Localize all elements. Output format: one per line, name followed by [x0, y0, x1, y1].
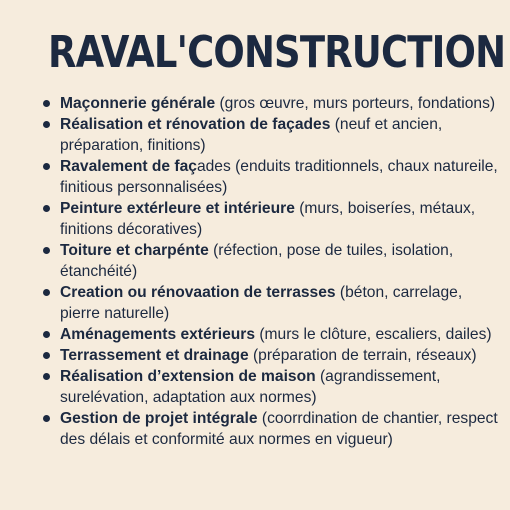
- list-item: [42, 366, 502, 408]
- service-name: Réalisation d’extension de maison: [60, 368, 316, 385]
- service-detail: (murs, boiseríes, métaux, finitions décoratives): [60, 200, 476, 238]
- service-name: Ravalement de faç: [60, 158, 197, 175]
- service-name: Aménagements extérieurs: [60, 326, 256, 343]
- service-name: Maçonnerie générale: [60, 95, 216, 112]
- bullet-icon: [43, 121, 50, 128]
- bullet-icon: [43, 205, 50, 212]
- services-list: [42, 93, 502, 450]
- list-item: [42, 198, 502, 240]
- service-detail: (murs le clôture, escaliers, dailes): [255, 326, 492, 343]
- list-item: [42, 114, 502, 156]
- bullet-icon: [43, 289, 50, 296]
- bullet-icon: [43, 247, 50, 254]
- service-detail: (agrandissement, surelévation, adaptation aux normes): [60, 368, 441, 406]
- service-detail: (gros œuvre, murs porteurs, fondations): [215, 95, 496, 112]
- list-item: [42, 240, 502, 282]
- service-name: Toiture et charpénte: [60, 242, 209, 259]
- bullet-icon: [43, 163, 50, 170]
- service-detail: ades (enduits traditionnels, chaux natureile, finitious personnalisées): [60, 158, 498, 196]
- service-name: Gestion de projet intégrale: [60, 410, 258, 427]
- service-detail: (coorrdination de chantier, respect des délais et conformité aux normes en vigueur): [60, 410, 498, 448]
- page-title: RAVAL'CONSTRUCTION: [48, 27, 506, 78]
- list-item: [42, 408, 502, 450]
- service-detail: (neuf et ancien, préparation, finitions): [60, 116, 443, 154]
- service-name: Terrassement et drainage: [60, 347, 249, 364]
- bullet-icon: [43, 415, 50, 422]
- list-item: [42, 93, 502, 114]
- service-detail: (réfection, pose de tuiles, isolation, étanchéité): [60, 242, 454, 280]
- service-name: Creation ou rénovaation de terrasses: [60, 284, 336, 301]
- list-item: [42, 324, 502, 345]
- bullet-icon: [43, 352, 50, 359]
- list-item: [42, 345, 502, 366]
- service-name: Réalisation et rénovation de façades: [60, 116, 331, 133]
- service-detail: (béton, carrelage, pierre naturelle): [60, 284, 463, 322]
- bullet-icon: [43, 373, 50, 380]
- bullet-icon: [43, 331, 50, 338]
- list-item: [42, 282, 502, 324]
- bullet-icon: [43, 100, 50, 107]
- service-name: Peinture extérleure et intérieure: [60, 200, 295, 217]
- service-detail: (préparation de terrain, réseaux): [248, 347, 477, 364]
- list-item: [42, 156, 502, 198]
